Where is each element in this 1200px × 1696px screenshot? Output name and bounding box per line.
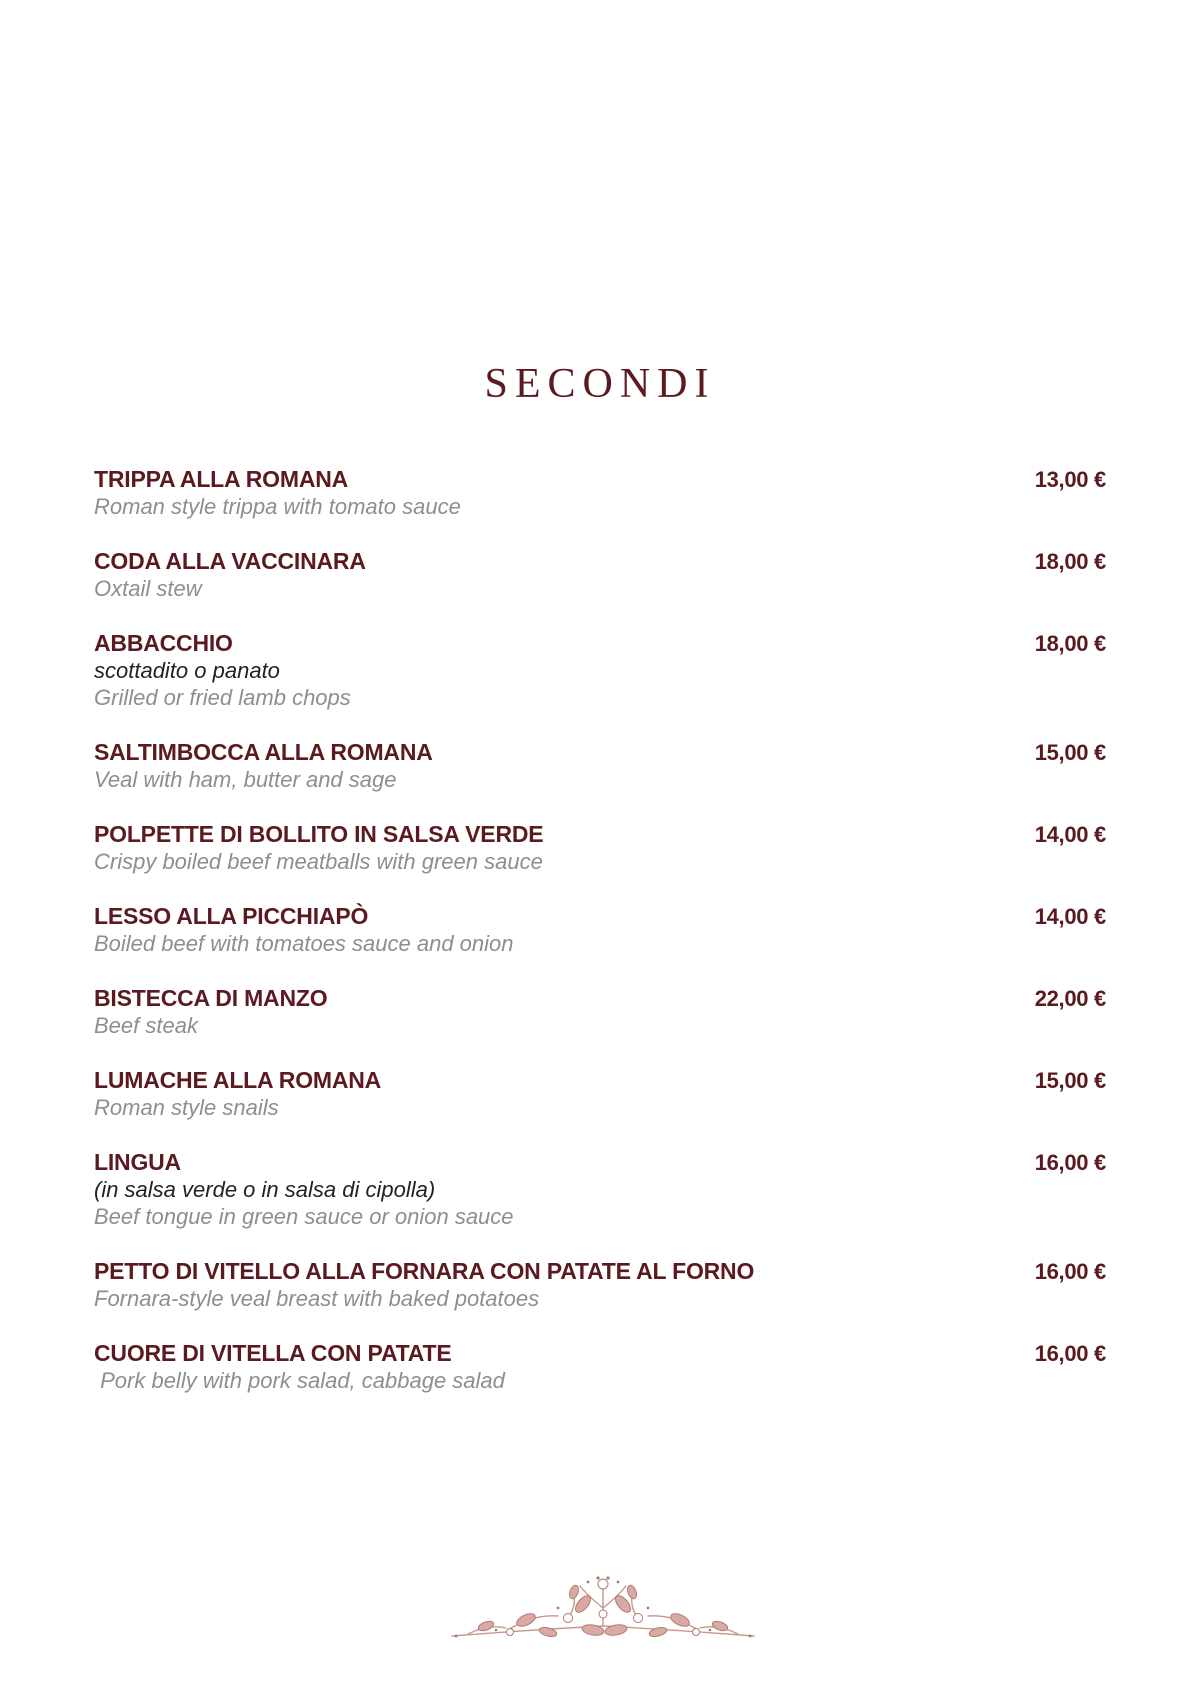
item-description: Roman style trippa with tomato sauce bbox=[94, 494, 461, 519]
menu-item bbox=[94, 1340, 1106, 1394]
item-name: POLPETTE DI BOLLITO IN SALSA VERDE bbox=[94, 821, 544, 847]
item-price: 22,00 € bbox=[1034, 986, 1106, 1011]
item-name: SALTIMBOCCA ALLA ROMANA bbox=[94, 739, 433, 765]
page-title: SECONDI bbox=[484, 361, 716, 407]
menu-item bbox=[94, 1067, 1106, 1121]
item-price: 16,00 € bbox=[1034, 1341, 1106, 1366]
item-price: 14,00 € bbox=[1034, 822, 1106, 847]
item-description: Crispy boiled beef meatballs with green sauce bbox=[94, 849, 543, 874]
menu-item bbox=[94, 1258, 1106, 1312]
menu-item bbox=[94, 903, 1106, 957]
item-price: 15,00 € bbox=[1034, 1068, 1106, 1093]
item-name: ABBACCHIO bbox=[94, 630, 233, 656]
item-description: Veal with ham, butter and sage bbox=[94, 767, 397, 792]
item-price: 16,00 € bbox=[1034, 1259, 1106, 1284]
menu-item bbox=[94, 466, 1106, 520]
menu-item bbox=[94, 985, 1106, 1039]
menu-item bbox=[94, 821, 1106, 875]
item-price: 15,00 € bbox=[1034, 740, 1106, 765]
item-name: LUMACHE ALLA ROMANA bbox=[94, 1067, 382, 1093]
item-price: 18,00 € bbox=[1034, 631, 1106, 656]
item-description: Grilled or fried lamb chops bbox=[94, 685, 351, 710]
item-description: Oxtail stew bbox=[94, 576, 202, 601]
item-name: LESSO ALLA PICCHIAPÒ bbox=[94, 903, 369, 929]
menu-item bbox=[94, 548, 1106, 602]
item-note: (in salsa verde o in salsa di cipolla) bbox=[94, 1177, 436, 1202]
item-name: LINGUA bbox=[94, 1149, 181, 1175]
item-price: 16,00 € bbox=[1034, 1150, 1106, 1175]
item-name: BISTECCA DI MANZO bbox=[94, 985, 328, 1011]
item-name: CODA ALLA VACCINARA bbox=[94, 548, 366, 574]
item-name: PETTO DI VITELLO ALLA FORNARA CON PATATE AL FORNO bbox=[94, 1258, 755, 1284]
floral-garland-icon bbox=[448, 1568, 758, 1648]
item-description: Beef tongue in green sauce or onion sauce bbox=[94, 1204, 514, 1229]
item-price: 18,00 € bbox=[1034, 549, 1106, 574]
item-name: TRIPPA ALLA ROMANA bbox=[94, 466, 349, 492]
item-description: Roman style snails bbox=[94, 1095, 279, 1120]
item-note: scottadito o panato bbox=[94, 658, 280, 683]
item-price: 13,00 € bbox=[1034, 467, 1106, 492]
item-description: Beef steak bbox=[94, 1013, 198, 1038]
menu-item bbox=[94, 1149, 1106, 1230]
item-price: 14,00 € bbox=[1034, 904, 1106, 929]
item-description: Boiled beef with tomatoes sauce and onion bbox=[94, 931, 514, 956]
menu-list bbox=[94, 466, 1106, 1422]
menu-item bbox=[94, 739, 1106, 793]
item-name: CUORE DI VITELLA CON PATATE bbox=[94, 1340, 452, 1366]
item-description: Fornara-style veal breast with baked potatoes bbox=[94, 1286, 540, 1311]
menu-item bbox=[94, 630, 1106, 711]
item-description: Pork belly with pork salad, cabbage salad bbox=[94, 1368, 505, 1393]
